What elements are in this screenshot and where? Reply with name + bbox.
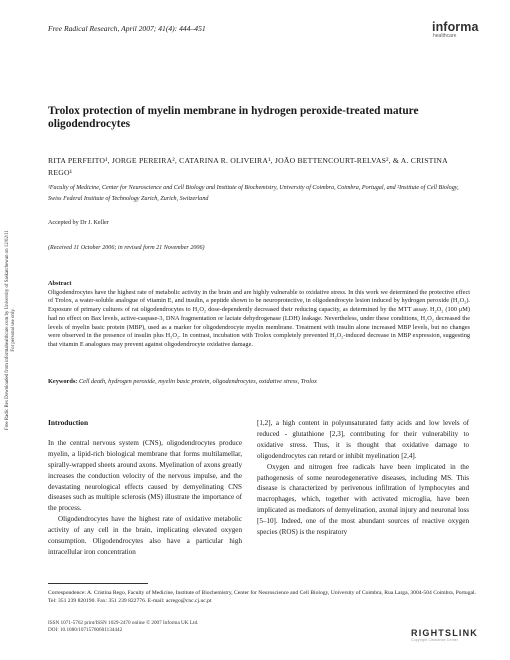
accepted-by: Accepted by Dr J. Keller [48, 220, 109, 226]
rightslink-logo [411, 628, 478, 642]
abstract [48, 280, 470, 350]
issn-line: ISSN 1071-5762 print/ISSN 1029-2470 online © 2007 Informa UK Ltd. [48, 620, 199, 626]
received-dates: (Received 11 October 2006; in revised form 21 November 2006) [48, 245, 205, 251]
keywords [48, 378, 470, 387]
publisher-name: informa [432, 20, 479, 34]
rightslink-subtitle: Copyright Clearance Center [411, 638, 459, 642]
author-affiliations: ¹Faculty of Medicine, Center for Neuroscience and Cell Biology and Institute of Biochemistry, University of Coimbra, Coimbra, Portugal, and ²Institute of Cell Biology, Swiss Federal Institute of Technology Zurich, Zurich, Switzerland [48, 185, 459, 202]
article-title: Trolox protection of myelin membrane in hydrogen peroxide-treated mature oligodendrocytes [48, 105, 419, 130]
doi-line: DOI: 10.1080/10715760601134442 [48, 627, 123, 633]
publisher-logo [432, 21, 479, 39]
abstract-text: Oligodendrocytes have the highest rate of metabolic activity in the brain and are highly vulnerable to oxidative stress. In this work we determined the protective effect of Trolox, a water-soluble analogue of vitamin E, and insulin, a peptide shown to be neuroprotective, in oligodendrocyte lesion induced by hydrogen peroxide (H₂O₂). Exposure of primary cultures of rat oligodendrocytes to H₂O₂ dose-dependently decreased their reducing capacity, as determined by the MTT assay. H₂O₂ (100 μM) had no effect on Bax levels, active-caspase-3, DNA fragmentation or lactate dehydrogenase (LDH) leakage. Nevertheless, under these conditions, H₂O₂ decreased the levels of myelin basic protein (MBP), used as a marker for oligodendrocyte myelin membrane. Treatment with insulin alone increased MBP levels, but no changes were observed in the presence of insulin plus H₂O₂. In contrast, incubation with Trolox completely prevented H₂O₂-induced decrease in MBP expression, suggesting that vitamin E analogues may prevent against oligodendrocyte oxidative damage. [48, 288, 470, 348]
correspondence-note: Correspondence: A. Cristina Rego, Faculty of Medicine, Institute of Biochemistry, Center for Neuroscience and Cell Biology, University of Coimbra, Rua Larga, 3004-504 Coimbra, Portugal. Tel: 351 239 820190. Fax: 351 239 822776. E-mail: acrego@cnc.cj.uc.pt [48, 590, 476, 604]
paragraph: Oxygen and nitrogen free radicals have been implicated in the pathogenesis of some neurodegenerative diseases, including MS. This disease is characterized by perivenous infiltration of lymphocytes and macrophages, which, together with activated microglia, have been implicated as mediators of demyelination, axonal injury and neuronal loss [5–10]. Indeed, one of the most abundant sources of reactive oxygen species (ROS) is the respiratory [257, 462, 469, 537]
section-heading-introduction: Introduction [48, 418, 89, 427]
download-watermark [0, 190, 26, 470]
paragraph: Oligodendrocytes have the highest rate of oxidative metabolic activity of any cell in the brain, implicating elevated oxygen consumption. Oligodendrocytes also have a particular high intracellular iron concentration [48, 515, 242, 556]
paragraph: [1,2], a high content in polyunsaturated fatty acids and low levels of reduced - glutathione [2,3], contributing for their vulnerability to oxidative stress. Thus, it is thought that oxidative damage to oligodendrocytes can retard or inhibit myelination [2,4]. [257, 419, 469, 460]
watermark-line-2: For personal use only. [11, 308, 16, 352]
author-list: RITA PERFEITO¹, JORGE PEREIRA², CATARINA R. OLIVEIRA¹, JOÃO BETTENCOURT-RELVAS², & A. CRISTINA REGO¹ [48, 156, 448, 177]
journal-citation: Free Radical Research, April 2007; 41(4): 444–451 [48, 24, 206, 33]
rightslink-wordmark: RIGHTSLINK [411, 628, 478, 638]
publisher-subtitle: healthcare [433, 33, 457, 39]
issn-doi-block [48, 620, 348, 634]
keywords-label: Keywords: [48, 378, 78, 385]
body-column-right [257, 418, 469, 538]
abstract-heading: Abstract [48, 280, 72, 287]
paragraph: In the central nervous system (CNS), oligodendrocytes produce myelin, a lipid-rich biological membrane that forms multilamellar, spirally-wrapped sheets around axons. Myelination of axons greatly increases the conduction velocity of the nervous impulse, and the devastating neurological effects caused by demyelinating CNS diseases such as multiple sclerosis (MS) illustrate the importance of the process. [48, 438, 242, 513]
watermark-line-1: Free Radic Res Downloaded from informahealthcare.com by University of Saskatchewan on 12/02/11 [5, 229, 10, 431]
footnote-divider [48, 583, 148, 584]
keywords-list: Cell death, hydrogen peroxide, myelin basic protein, oligodendrocytes, oxidative stress, Trolox [78, 378, 317, 385]
body-column-left [48, 418, 242, 558]
